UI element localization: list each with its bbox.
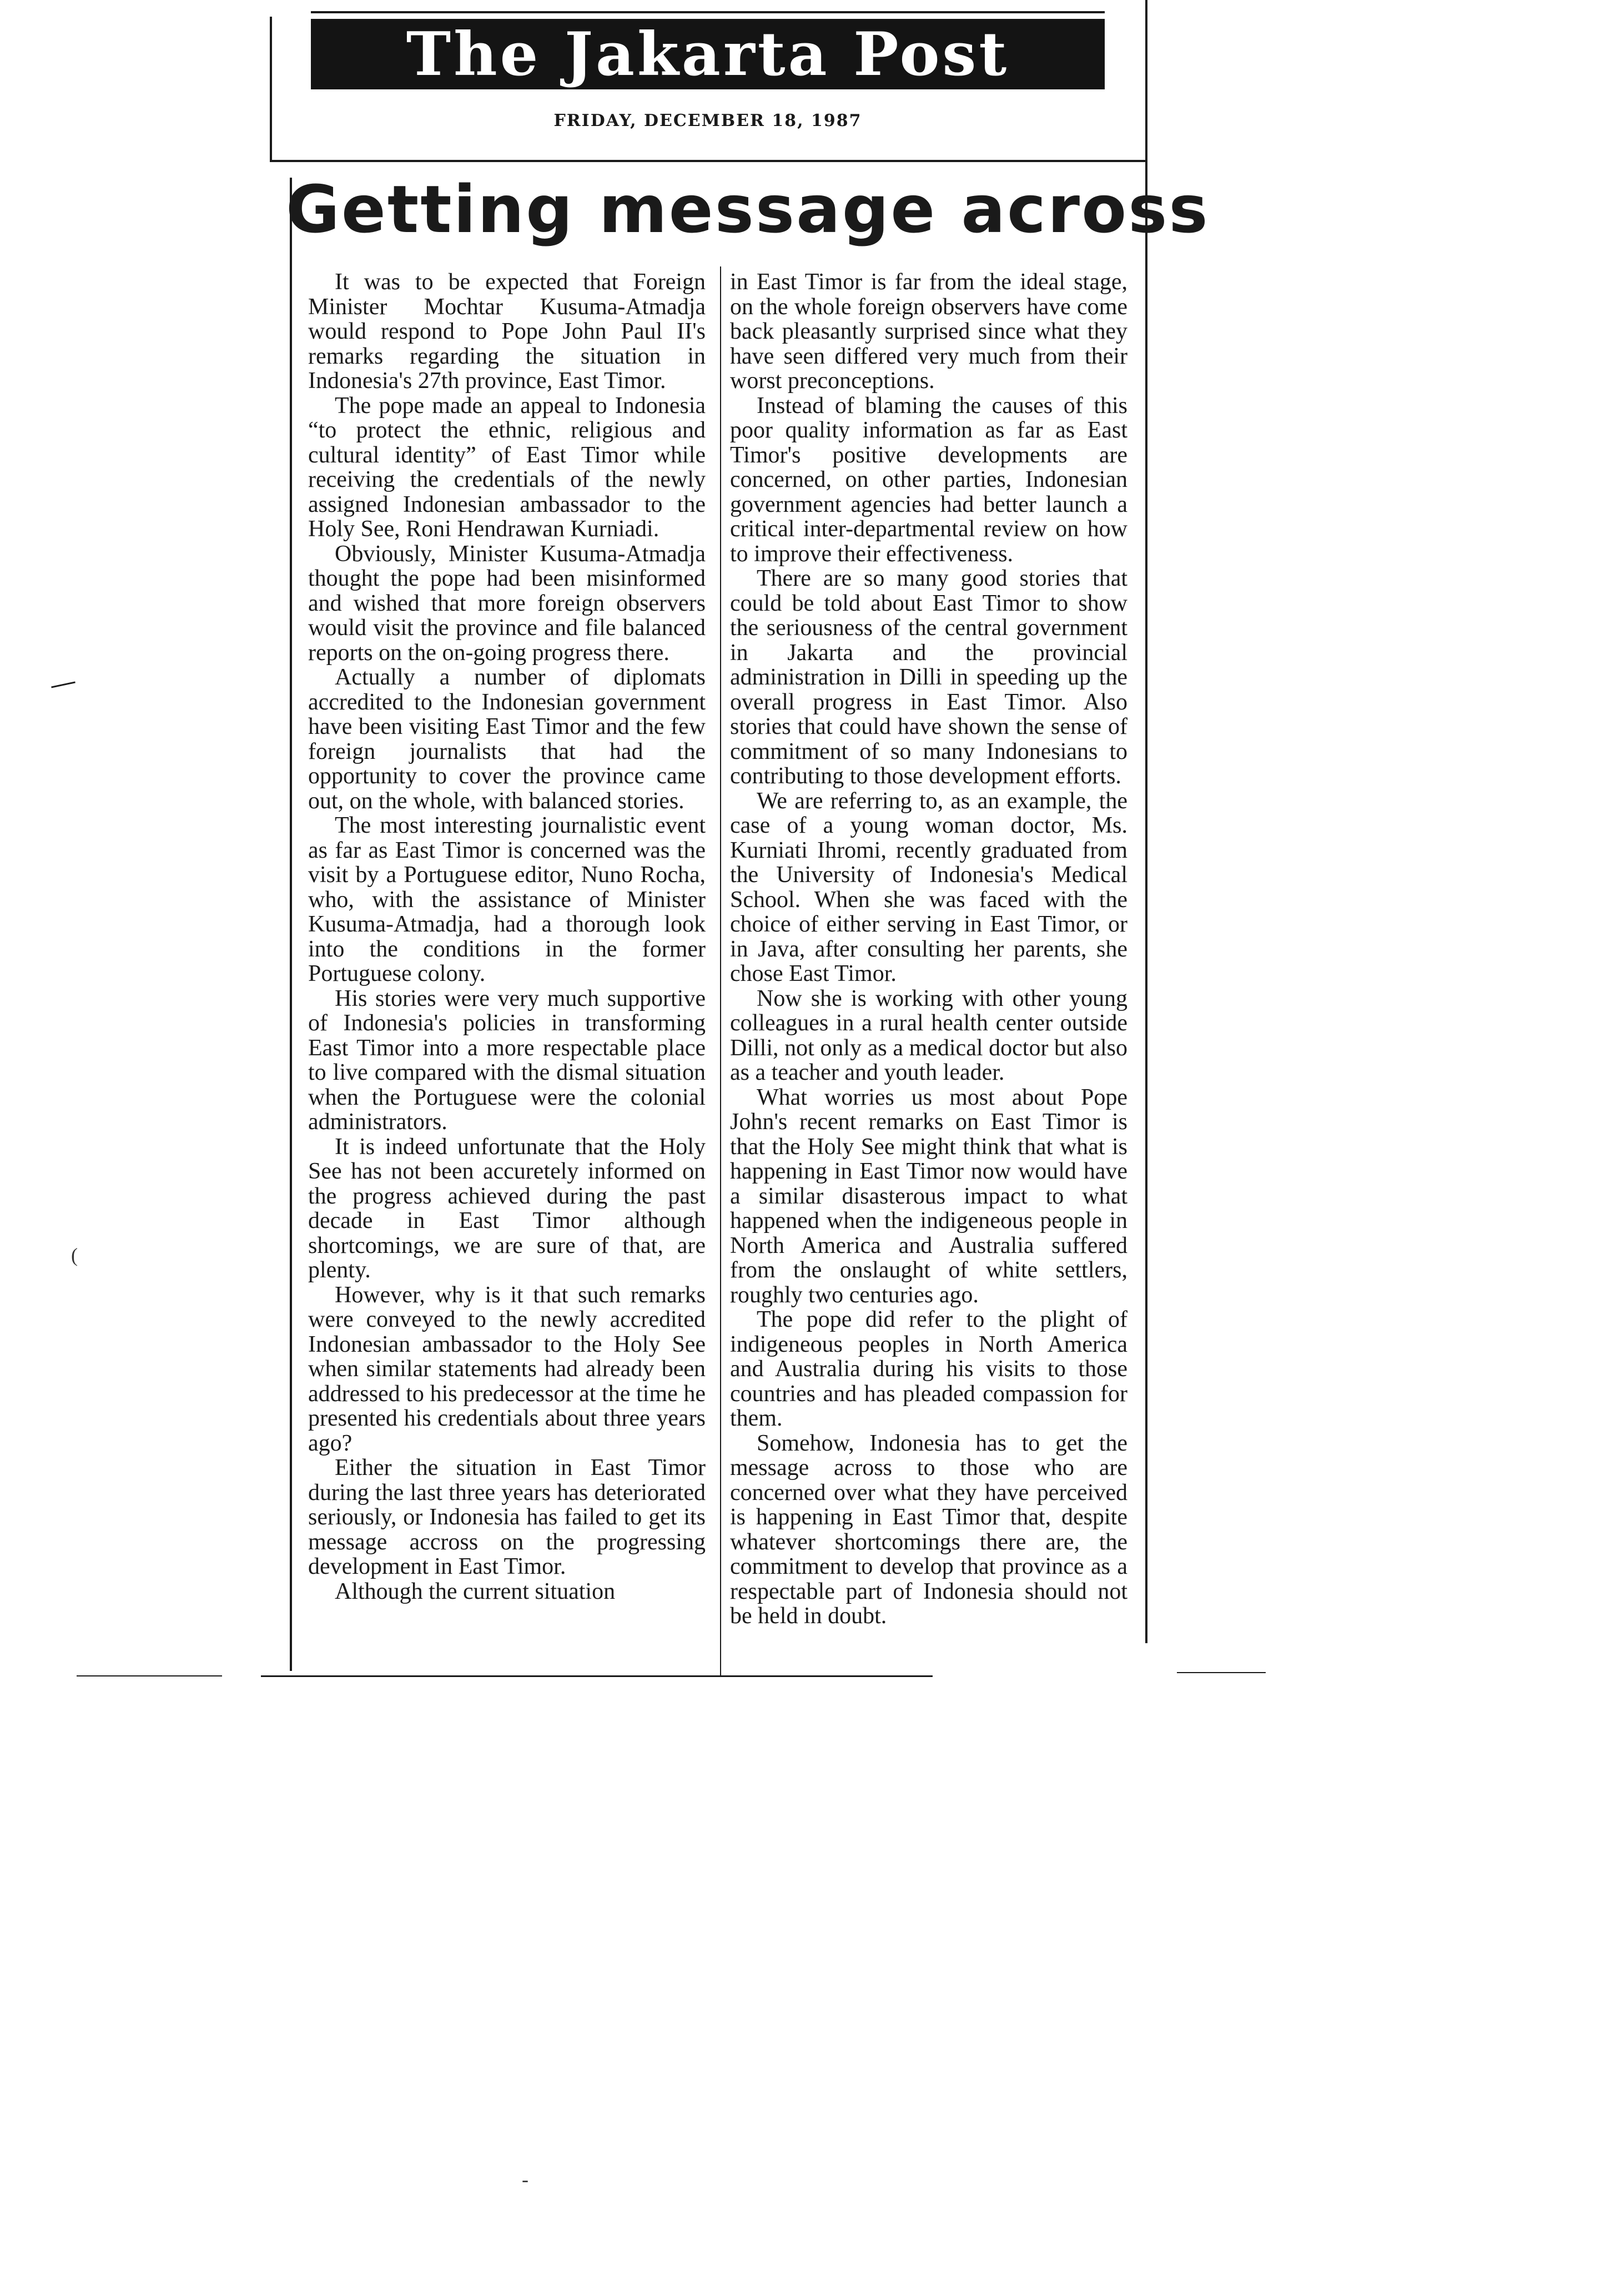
- paragraph: in East Timor is far from the ideal stage, on the whole foreign observers have come back pleasantly surprised since what they have seen differed very much from their worst preconceptions.: [730, 269, 1127, 394]
- paragraph: The pope did refer to the plight of indigeneous peoples in North America and Australia during his visits to those countries and has pleaded compassion for them.: [730, 1307, 1127, 1431]
- left-edge-rule: [77, 1675, 222, 1676]
- paragraph: What worries us most about Pope John's recent remarks on East Timor is that the Holy See might think that what is happening in East Timor now would have a similar disasterous impact to what happened when the indigeneous people in North America and Australia suffered from the onslaught of white settlers, roughly two centuries ago.: [730, 1084, 1127, 1308]
- scan-mark: -: [522, 2168, 528, 2191]
- paragraph: The pope made an appeal to Indonesia “to protect the ethnic, religious and cultural identity” of East Timor while receiving the credentials of the newly assigned Indonesian ambassador to the Holy See, Roni Hendrawan Kurniadi.: [308, 392, 706, 542]
- column-divider: [720, 266, 721, 1676]
- paragraph: Instead of blaming the causes of this poor quality information as far as East Timor's positive developments are concerned, on other parties, Indonesian government agencies had better launch a critical inter-departmental review on how to improve their effectiveness.: [730, 392, 1127, 567]
- paragraph: Actually a number of diplomats accredited to the Indonesian government have been visiting East Timor and the few foreign journalists that had the opportunity to cover the province came out, on the whole, with balanced stories.: [308, 664, 706, 814]
- paragraph: His stories were very much supportive of Indonesia's policies in transforming East Timor into a more respectable place to live compared with the dismal situation when the Portuguese were the colonial administrators.: [308, 985, 706, 1135]
- paragraph: Although the current situation: [335, 1578, 616, 1604]
- masthead-left-rule: [270, 17, 272, 162]
- article-headline: Getting message across: [286, 171, 1210, 248]
- newspaper-masthead: The Jakarta Post: [311, 19, 1105, 89]
- paragraph: Now she is working with other young colleagues in a rural health center outside Dilli, not only as a medical doctor but also as a teacher and youth leader.: [730, 985, 1127, 1085]
- masthead-top-rule: [311, 11, 1105, 13]
- paragraph: Either the situation in East Timor during the last three years has deteriorated seriously, or Indonesia has failed to get its message accross on the progressing development in East Timor.: [308, 1455, 706, 1579]
- paragraph: It was to be expected that Foreign Minister Mochtar Kusuma-Atmadja would respond to Pope John Paul II's remarks regarding the situation in Indonesia's 27th province, East Timor.: [308, 269, 706, 394]
- right-edge-rule: [1177, 1672, 1266, 1673]
- article-bottom-rule: [261, 1675, 933, 1677]
- paragraph: We are referring to, as an example, the case of a young woman doctor, Ms. Kurniati Ihromi, recently graduated from the University of Indonesia's Medical School. When she was faced with the choice of either serving in East Timor, or in Java, after consulting her parents, she chose East Timor.: [730, 788, 1127, 986]
- masthead-bottom-rule: [270, 160, 1147, 162]
- article-column-1: [308, 270, 706, 1604]
- paragraph: The most interesting journalistic event as far as East Timor is concerned was the visit by a Portuguese editor, Nuno Rocha, who, with the assistance of Minister Kusuma-Atmadja, had a thorough look into the conditions in the former Portuguese colony.: [308, 813, 706, 986]
- article-column-2: [730, 270, 1127, 1629]
- issue-date: FRIDAY, DECEMBER 18, 1987: [553, 111, 862, 130]
- paragraph: However, why is it that such remarks were conveyed to the newly accredited Indonesian ambassador to the Holy See when similar statements had already been addressed to his predecessor at the time he presented his credentials about three years ago?: [308, 1282, 706, 1456]
- article-left-rule: [290, 178, 292, 1671]
- scan-mark: [51, 681, 75, 688]
- paragraph: It is indeed unfortunate that the Holy See has not been accuretely informed on the progress achieved during the past decade in East Timor although shortcomings, we are sure of that, are plenty.: [308, 1134, 706, 1283]
- paragraph: Somehow, Indonesia has to get the message across to those who are concerned over what they have perceived is happening in East Timor that, despite whatever shortcomings there are, the commitment to develop that province as a respectable part of Indonesia should not be held in doubt.: [730, 1430, 1127, 1629]
- paragraph: Obviously, Minister Kusuma-Atmadja thought the pope had been misinformed and wished that more foreign observers would visit the province and file balanced reports on the on-going progress there.: [308, 541, 706, 666]
- paragraph: There are so many good stories that could be told about East Timor to show the seriousness of the central government in Jakarta and the provincial administration in Dilli in speeding up the overall progress in East Timor. Also stories that could have shown the sense of commitment of so many Indonesians to contributing to those development efforts.: [730, 566, 1127, 789]
- scan-mark: (: [71, 1244, 78, 1266]
